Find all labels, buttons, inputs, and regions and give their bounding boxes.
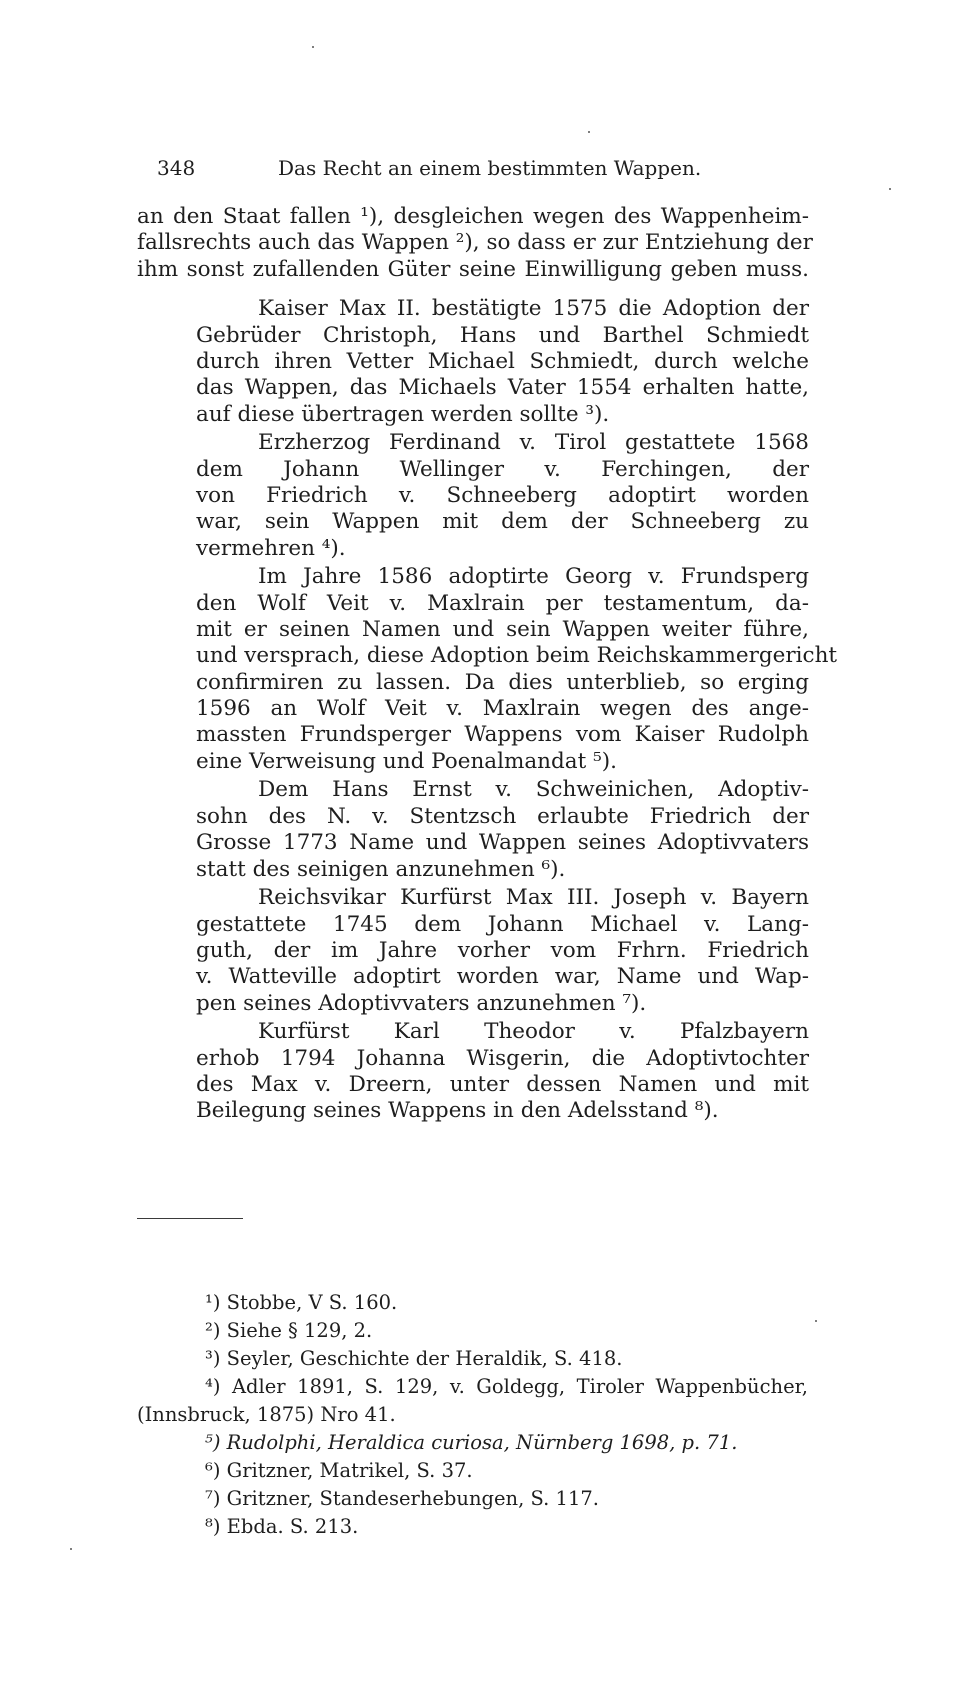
text-line: war, sein Wappen mit dem der Schneeberg zu	[196, 509, 809, 534]
text-line: des Max v. Dreern, unter dessen Namen und mit	[196, 1072, 809, 1097]
running-head: Das Recht an einem bestimmten Wappen.	[278, 156, 702, 180]
text-line: sohn des N. v. Stentzsch erlaubte Friedrich der	[196, 804, 809, 829]
text-line: Im Jahre 1586 adoptirte Georg v. Frundsperg	[258, 564, 809, 589]
footnote: ⁴) Adler 1891, S. 129, v. Goldegg, Tiroler Wappenbücher,	[205, 1375, 808, 1398]
text-line: v. Watteville adoptirt worden war, Name und Wap-	[196, 964, 809, 989]
text-line: pen seines Adoptivvaters anzunehmen ⁷).	[196, 991, 647, 1016]
text-line: ihm sonst zufallenden Güter seine Einwilligung geben muss.	[137, 257, 809, 282]
footnote: ²) Siehe § 129, 2.	[205, 1319, 373, 1342]
footnote: ⁷) Gritzner, Standeserhebungen, S. 117.	[205, 1487, 599, 1510]
paper-speck	[312, 46, 314, 48]
text-line: Erzherzog Ferdinand v. Tirol gestattete 1568	[258, 430, 809, 455]
text-line: auf diese übertragen werden sollte ³).	[196, 402, 610, 427]
text-line: Reichsvikar Kurfürst Max III. Joseph v. Bayern	[258, 885, 809, 910]
text-line: Beilegung seines Wappens in den Adelsstand ⁸).	[196, 1098, 719, 1123]
paper-speck	[815, 1320, 817, 1322]
text-line: das Wappen, das Michaels Vater 1554 erhalten hatte,	[196, 375, 809, 400]
paper-speck	[588, 131, 590, 133]
footnote: (Innsbruck, 1875) Nro 41.	[137, 1403, 396, 1426]
text-line: erhob 1794 Johanna Wisgerin, die Adoptivtochter	[196, 1046, 809, 1071]
text-line: vermehren ⁴).	[196, 536, 346, 561]
text-line: den Wolf Veit v. Maxlrain per testamentum, da-	[196, 591, 809, 616]
footnote: ¹) Stobbe, V S. 160.	[205, 1291, 398, 1314]
text-line: eine Verweisung und Poenalmandat ⁵).	[196, 749, 617, 774]
text-line: Gebrüder Christoph, Hans und Barthel Schmiedt	[196, 323, 809, 348]
text-line: dem Johann Wellinger v. Ferchingen, der	[196, 457, 809, 482]
text-line: mit er seinen Namen und sein Wappen weiter führe,	[196, 617, 809, 642]
footnote: ⁸) Ebda. S. 213.	[205, 1515, 359, 1538]
text-line: confirmiren zu lassen. Da dies unterblieb, so erging	[196, 670, 809, 695]
text-line: von Friedrich v. Schneeberg adoptirt worden	[196, 483, 809, 508]
text-line: Dem Hans Ernst v. Schweinichen, Adoptiv-	[258, 777, 809, 802]
footnote-rule	[137, 1218, 243, 1219]
text-line: fallsrechts auch das Wappen ²), so dass er zur Entziehung der	[137, 230, 813, 255]
text-line: Kaiser Max II. bestätigte 1575 die Adoption der	[258, 296, 809, 321]
text-line: massten Frundsperger Wappens vom Kaiser Rudolph	[196, 722, 809, 747]
page-number: 348	[157, 156, 196, 180]
footnote: ³) Seyler, Geschichte der Heraldik, S. 418.	[205, 1347, 623, 1370]
paper-speck	[889, 188, 891, 190]
text-line: an den Staat fallen ¹), desgleichen wegen des Wappenheim-	[137, 204, 809, 229]
page-header	[0, 156, 960, 186]
text-line: und versprach, diese Adoption beim Reichskammergericht	[196, 643, 838, 668]
footnote: ⁶) Gritzner, Matrikel, S. 37.	[205, 1459, 473, 1482]
footnote: ⁵) Rudolphi, Heraldica curiosa, Nürnberg 1698, p. 71.	[205, 1431, 738, 1454]
text-line: Grosse 1773 Name und Wappen seines Adoptivvaters	[196, 830, 809, 855]
text-line: gestattete 1745 dem Johann Michael v. Lang-	[196, 912, 809, 937]
text-line: guth, der im Jahre vorher vom Frhrn. Friedrich	[196, 938, 809, 963]
text-line: statt des seinigen anzunehmen ⁶).	[196, 857, 566, 882]
text-line: 1596 an Wolf Veit v. Maxlrain wegen des ange-	[196, 696, 809, 721]
text-line: durch ihren Vetter Michael Schmiedt, durch welche	[196, 349, 809, 374]
paper-speck	[70, 1548, 72, 1550]
text-line: Kurfürst Karl Theodor v. Pfalzbayern	[258, 1019, 809, 1044]
